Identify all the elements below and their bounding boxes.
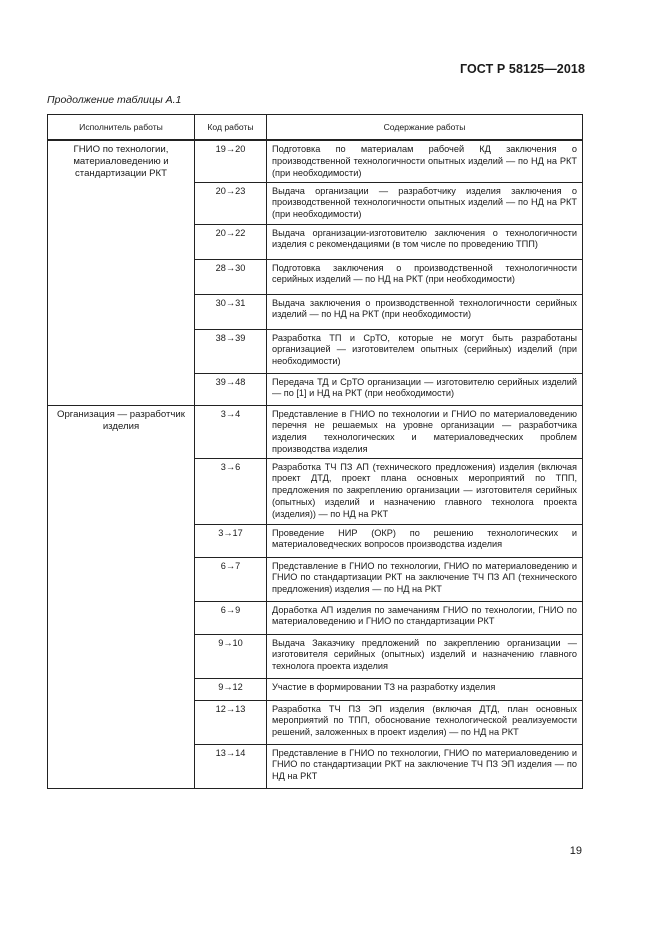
column-header-content: Содержание работы <box>267 115 583 141</box>
work-content-cell: Подготовка по материалам рабочей КД заключения о производственной технологичности опытных изделий — по НД на РКТ (при необходимости) <box>267 140 583 182</box>
work-code-cell: 13→14 <box>195 744 267 788</box>
document-code: ГОСТ Р 58125—2018 <box>459 62 585 76</box>
table-row <box>48 405 583 458</box>
work-content-cell: Передача ТД и СрТО организации — изготовителю серийных изделий — по [1] и НД на РКТ (при необходимости) <box>267 373 583 405</box>
work-content-cell: Доработка АП изделия по замечаниям ГНИО по технологии, ГНИО по материаловедению и ГНИО по стандартизации РКТ <box>267 601 583 634</box>
executor-cell: ГНИО по технологии, материаловедению и стандартизации РКТ <box>48 140 195 405</box>
column-header-executor: Исполнитель работы <box>48 115 195 141</box>
work-code-cell: 20→23 <box>195 182 267 224</box>
work-content-cell: Разработка ТЧ ПЗ АП (технического предложения) изделия (включая проект ДТД, проект плана основных мероприятий по ТПП, предложения по закреплению организации — изготовителя серийных (опытных) изделий и назначению главного технолога проекта (изделия)) — по НД на РКТ <box>267 458 583 524</box>
work-table <box>47 114 583 789</box>
work-content-cell: Подготовка заключения о производственной технологичности серийных изделий — по НД на РКТ (при необходимости) <box>267 259 583 294</box>
table-caption: Продолжение таблицы А.1 <box>47 94 182 106</box>
work-code-cell: 19→20 <box>195 140 267 182</box>
work-content-cell: Разработка ТЧ ПЗ ЭП изделия (включая ДТД, план основных мероприятий по ТПП, обоснование технологической реализуемости решений, заложенных в проект изделия) — по НД на РКТ <box>267 700 583 744</box>
executor-cell: Организация — разработчик изделия <box>48 405 195 788</box>
work-content-cell: Выдача организации-изготовителю заключения о технологичности изделия с рекомендациями (в том числе по проведению ТПП) <box>267 224 583 259</box>
work-content-cell: Разработка ТП и СрТО, которые не могут быть разработаны организацией — изготовителем опытных (серийных) изделий (при необходимости) <box>267 329 583 373</box>
column-header-code: Код работы <box>195 115 267 141</box>
work-code-cell: 20→22 <box>195 224 267 259</box>
work-code-cell: 9→10 <box>195 634 267 678</box>
work-code-cell: 12→13 <box>195 700 267 744</box>
table-header-row <box>48 115 583 141</box>
table-body <box>48 140 583 788</box>
work-content-cell: Представление в ГНИО по технологии и ГНИО по материаловедению перечня не решаемых на уровне организации — разработчика изделия технологических и материаловедческих проблем производства изделия <box>267 405 583 458</box>
work-code-cell: 3→4 <box>195 405 267 458</box>
work-code-cell: 3→6 <box>195 458 267 524</box>
table-row <box>48 140 583 182</box>
work-code-cell: 30→31 <box>195 294 267 329</box>
work-code-cell: 3→17 <box>195 524 267 557</box>
work-code-cell: 6→9 <box>195 601 267 634</box>
work-content-cell: Выдача заключения о производственной технологичности серийных изделий — по НД на РКТ (при необходимости) <box>267 294 583 329</box>
work-content-cell: Представление в ГНИО по технологии, ГНИО по материаловедению и ГНИО по стандартизации РКТ на заключение ТЧ ПЗ ЭП изделия — по НД на РКТ <box>267 744 583 788</box>
work-code-cell: 38→39 <box>195 329 267 373</box>
work-content-cell: Выдача организации — разработчику изделия заключения о производственной технологичности опытных изделий — по НД на РКТ (при необходимости) <box>267 182 583 224</box>
work-code-cell: 6→7 <box>195 557 267 601</box>
work-code-cell: 28→30 <box>195 259 267 294</box>
page-number: 19 <box>569 845 582 857</box>
work-content-cell: Выдача Заказчику предложений по закреплению организации — изготовителя серийных (опытных) изделий и назначению главного технолога проекта изделия <box>267 634 583 678</box>
work-content-cell: Проведение НИР (ОКР) по решению технологических и материаловедческих вопросов производства изделия <box>267 524 583 557</box>
work-code-cell: 39→48 <box>195 373 267 405</box>
work-code-cell: 9→12 <box>195 678 267 700</box>
work-content-cell: Представление в ГНИО по технологии, ГНИО по материаловедению и ГНИО по стандартизации РКТ на заключение ТЧ ПЗ АП (технического предложения) изделия — по НД на РКТ <box>267 557 583 601</box>
work-content-cell: Участие в формировании ТЗ на разработку изделия <box>267 678 583 700</box>
